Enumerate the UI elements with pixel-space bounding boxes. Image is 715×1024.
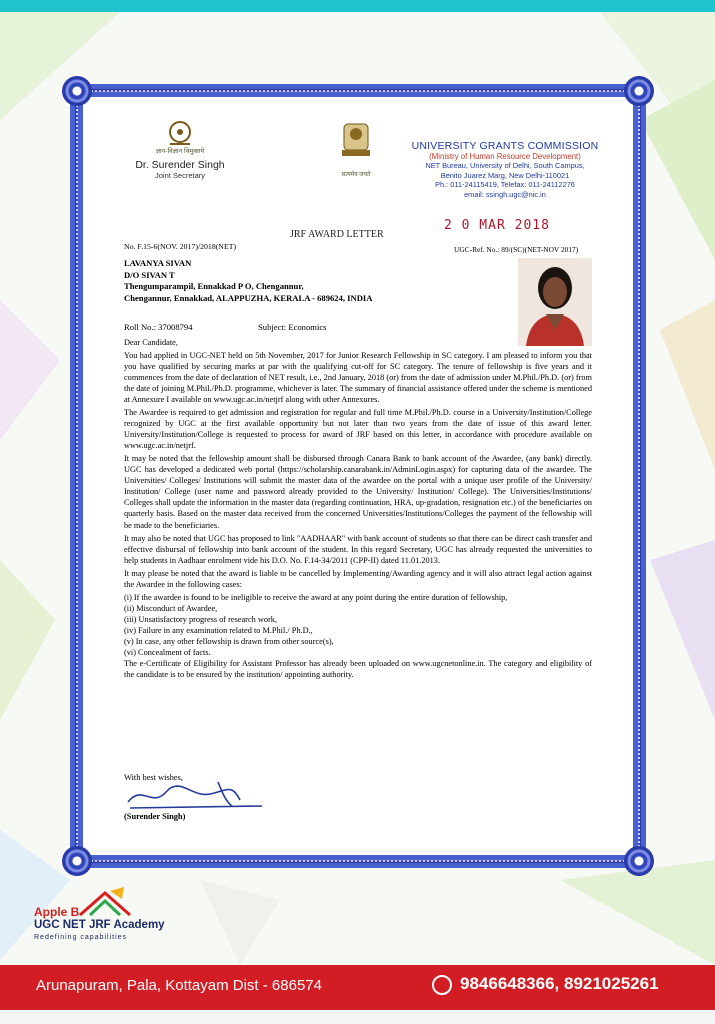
subject: Subject: Economics [258,322,327,332]
phone-icon [432,975,452,995]
paragraph: It may please be noted that the award is liable to be cancelled by Implementing/Awarding agency and it will also attract legal action against the Awardee in the following cases: [124,568,592,589]
org-address-line: Benito Juarez Marg, New Delhi-110021 [440,170,570,180]
org-address-line: NET Bureau, University of Delhi, South Campus, [425,161,585,170]
reference-number: No. F.15-6(NOV. 2017)/2018(NET) [124,242,237,251]
ministry-name: (Ministry of Human Resource Development) [429,152,581,161]
corner-rosette [62,76,92,106]
footer-address: Arunapuram, Pala, Kottayam Dist - 686574 [36,977,322,994]
letterhead-left [100,120,260,180]
signatory-name: (Surender Singh) [124,812,186,821]
recipient-address [124,258,372,304]
recipient-relation: D/O SIVAN T [124,269,175,280]
date-stamp: 2 0 MAR 2018 [444,218,550,233]
bottom-strip [0,1010,715,1024]
closing: With best wishes, [124,773,183,782]
list-item: (i) If the awardee is found to be ineligible to receive the award at any point during the entire duration of fellowship, [124,592,508,602]
book-icon [70,885,140,919]
signatory-role: Joint Secretary [154,171,206,180]
recipient-address-line: Thengumparampil, Ennakkad P O, Chengannur, [124,281,304,292]
handwritten-signature [122,778,272,812]
org-address-line: email: ssingh.ugc@nic.in [464,189,546,199]
paragraph: The e-Certificate of Eligibility for Assistant Professor has already been uploaded on www.ugcnetonline.in. The category and eligibility of the candidate is to be ensured by the institution/ appointing authority. [124,658,592,679]
brand-name: Apple B [34,905,80,919]
list-item: (v) In case, any other fellowship is drawn from other source(s), [124,636,334,646]
national-motto: सत्यमेव जयते [341,172,371,178]
org-name: UNIVERSITY GRANTS COMMISSION [411,140,599,152]
ugc-reference: UGC-Ref. No.: 89/(SC)(NET-NOV 2017) [454,245,579,254]
corner-rosette [62,846,92,876]
paragraph: It may also be noted that UGC has proposed to link "AADHAAR" with bank account of students so that there can be direct cash transfer and effective disbursal of fellowship into bank account of the student. In this regard Secretary, UGC has already requested the universities to help students in Aadhaar enrolment vide his D.O. No. F.14-34/2011 (CPP-II) dated 11.01.2013. [124,533,592,565]
footer-bar [0,965,715,1010]
footer-phones: 9846648366, 8921025261 [460,974,659,993]
corner-rosette [624,76,654,106]
corner-rosette [624,846,654,876]
recipient-name: LAVANYA SIVAN [124,258,192,268]
ugc-logo-icon [165,120,195,146]
list-item: (vi) Concealment of facts. [124,647,211,657]
letter-body [124,337,592,682]
org-address-line: Ph.: 011-24115419, Telefax: 011-24112276 [435,180,575,190]
brand-subtitle: UGC NET JRF Academy [34,919,165,931]
paragraph: You had applied in UGC-NET held on 5th November, 2017 for Junior Research Fellowship in SC category. I am pleased to inform you that you have qualified by securing marks at par with the qualifying cut-off for SC category. The tenure of fellowship is five years and it commences from the date of declaration of NET result, i.e., 2nd January, 2018 (or) from the date of admission under M.Phil./Ph.D. (or) from the date of joining M.Phil./Ph.D. programme, whichever is later. The summary of financial assistance offered under the scheme is mentioned at Annexure I available on www.ugc.ac.in/netjrf along with other Annexures. [124,351,592,405]
ugc-tagline: ज्ञान-विज्ञान विमुक्तये [155,148,205,155]
paragraph: The Awardee is required to get admission and registration for regular and full time M.Phil./Ph.D. course in a University/Institution/College recognized by UGC at the first available opportunity but not later than two years from the date of issue of this award letter. University/Institution/College is requested to process for award of JRF based on this letter, in accordance with procedure available on www.ugc.ac.in/netjrf. [124,408,592,451]
paragraph: It may be noted that the fellowship amount shall be disbursed through Canara Bank to bank account of the Awardee, (any bank) directly. UGC has developed a dedicated web portal (https://scholarship.canarabank.in/AdminLogin.aspx) for capturing data of the awardee. The Universities/ Colleges/ Institutions will submit the master data of the awardee on the portal with a unique user profile of the University/ Institution/ College (user name and password already provided to the University/ Institution/ College). The Universities/Institutions/ Colleges shall update the information in the master data (regarding continuation, HRA, up-gradation, resignation etc.) of the beneficiaries on quarterly basis. Based on the master data received from the concerned Universities/Institutions/Colleges the payment of the fellowship will be made to the beneficiaries. [124,454,592,530]
brand-tagline: Redefining capabilities [34,934,128,941]
top-accent-bar [0,0,715,12]
recipient-address-line: Chengannur, Ennakkad, ALAPPUZHA, KERALA - 689624, INDIA [124,292,373,303]
letterhead-right [405,140,605,200]
salutation: Dear Candidate, [124,338,178,347]
list-item: (ii) Misconduct of Awardee, [124,603,218,613]
list-item: (iv) Failure in any examination related to M.Phil./ Ph.D., [124,625,313,635]
letter-title: JRF AWARD LETTER [290,229,384,240]
list-item: (iii) Unsatisfactory progress of research work, [124,614,277,624]
signatory-name-header: Dr. Surender Singh [135,159,225,171]
roll-number: Roll No.: 37008794 [124,322,193,332]
candidate-photo [518,258,592,346]
national-emblem-icon [336,118,376,170]
academy-logo [30,885,180,955]
